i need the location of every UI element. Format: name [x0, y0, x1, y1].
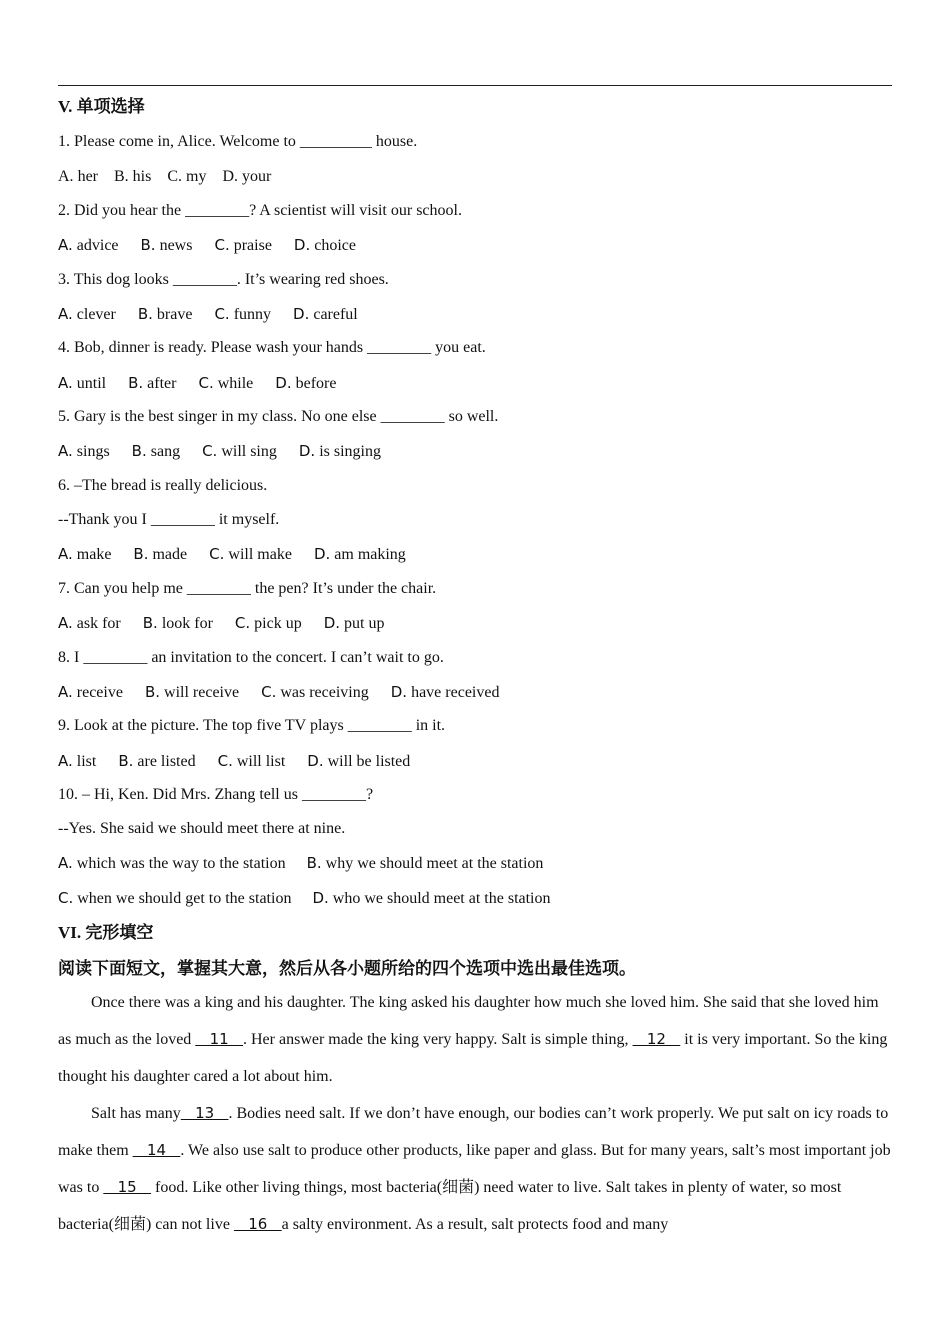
question-stem: 9. Look at the picture. The top five TV plays ________ in it.	[58, 717, 446, 734]
options-row	[58, 751, 410, 772]
option-text: will be listed	[323, 753, 411, 770]
option-text: before	[291, 375, 337, 392]
option-text: have received	[407, 684, 500, 701]
passage-text: food. Like other living things, most bacteria(细菌) need water to live. Salt takes in plenty of water, so most bacteria(细菌) can not live	[58, 1179, 842, 1233]
blank-number: 11	[195, 1030, 243, 1048]
section-5-title: V. 单项选择	[58, 97, 145, 116]
option-b	[132, 441, 180, 462]
option-b	[128, 373, 176, 394]
option-text: while	[213, 375, 254, 392]
blank-number: 13	[180, 1104, 229, 1122]
option-letter: C.	[209, 545, 225, 563]
option-d	[275, 373, 336, 394]
option-letter: A.	[58, 236, 73, 254]
options-row	[58, 235, 356, 256]
passage-text: Salt has many	[91, 1105, 181, 1122]
option-text: funny	[229, 306, 272, 323]
option-text: are listed	[133, 753, 196, 770]
option-text: pick up	[250, 615, 302, 632]
question-stem: 3. This dog looks ________. It’s wearing red shoes.	[58, 271, 389, 288]
question-stem: 7. Can you help me ________ the pen? It’s under the chair.	[58, 580, 437, 597]
blank-number: 12	[632, 1030, 681, 1048]
option-a	[58, 544, 111, 565]
options-row	[58, 544, 406, 565]
passage-paragraph	[58, 984, 892, 1095]
option-letter: D.	[293, 305, 310, 323]
option-letter: A.	[58, 374, 73, 392]
option-letter: B.	[133, 545, 149, 563]
option-c	[218, 751, 286, 772]
option-a	[58, 682, 123, 703]
option-letter: D.	[275, 374, 292, 392]
option-text: will list	[232, 753, 286, 770]
option-letter: C.	[167, 168, 183, 185]
option-b	[141, 235, 193, 256]
option-d	[299, 441, 381, 462]
passage-text: . Bodies need salt. If we don’t have enough, our bodies can’t work properly. We put salt on icy roads to make them	[58, 1105, 889, 1159]
option-letter: B.	[142, 614, 158, 632]
header-rule	[58, 85, 892, 86]
option-a	[58, 613, 121, 634]
section-6-title: VI. 完形填空	[58, 923, 154, 942]
option-text: which was the way to the station	[72, 855, 286, 872]
option-letter: C.	[58, 889, 74, 907]
option-letter: B.	[306, 854, 322, 872]
option-letter: C.	[198, 374, 214, 392]
option-text: put up	[340, 615, 385, 632]
question-stem: 5. Gary is the best singer in my class. No one else ________ so well.	[58, 408, 499, 425]
option-text: was receiving	[276, 684, 369, 701]
blank-number: 16	[233, 1215, 282, 1233]
option-b	[133, 544, 187, 565]
option-letter: C.	[261, 683, 277, 701]
option-text: look for	[157, 615, 213, 632]
option-letter: C.	[202, 442, 218, 460]
option-c	[235, 613, 302, 634]
option-d	[391, 682, 500, 703]
option-letter: A.	[58, 854, 73, 872]
passage-text: . We also use salt to produce other products, like paper and glass. But for many years, salt’s most important job was to	[58, 1142, 891, 1196]
option-text: brave	[152, 306, 193, 323]
option-text: clever	[72, 306, 116, 323]
option-letter: B.	[114, 168, 129, 185]
option-b	[114, 167, 151, 187]
option-text: his	[128, 168, 152, 185]
option-c	[198, 373, 253, 394]
question-stem: 2. Did you hear the ________? A scientist will visit our school.	[58, 202, 462, 219]
option-a	[58, 167, 98, 187]
option-a	[58, 373, 106, 394]
option-c	[214, 235, 271, 256]
options-row	[58, 441, 381, 462]
options-row	[58, 682, 499, 703]
option-a	[58, 751, 96, 772]
question-reply: --Thank you I ________ it myself.	[58, 511, 280, 528]
option-letter: D.	[312, 889, 329, 907]
options-row	[58, 373, 336, 394]
option-text: made	[148, 546, 188, 563]
option-text: her	[73, 168, 98, 185]
blank-number: 14	[132, 1141, 181, 1159]
option-letter: B.	[118, 752, 134, 770]
option-letter: C.	[234, 614, 251, 632]
option-b	[138, 304, 193, 325]
option-text: careful	[309, 306, 358, 323]
option-text: sings	[72, 443, 110, 460]
option-a	[58, 235, 119, 256]
option-text: make	[72, 546, 112, 563]
option-text: list	[72, 753, 97, 770]
cloze-passage	[58, 984, 892, 1243]
option-letter: A.	[58, 545, 73, 563]
question-stem: 8. I ________ an invitation to the concert. I can’t wait to go.	[58, 649, 444, 666]
option-text: will sing	[217, 443, 277, 460]
option-text: receive	[72, 684, 123, 701]
passage-paragraph	[58, 1095, 892, 1243]
passage-text: Once there was a king and his daughter. The king asked his daughter how much she loved him. She said that she loved him as much as the loved	[58, 994, 879, 1048]
option-letter: A.	[58, 683, 73, 701]
option-text: after	[143, 375, 177, 392]
option-d	[324, 613, 385, 634]
option-letter: A.	[58, 168, 74, 185]
option-letter: C.	[217, 752, 233, 770]
option-b	[307, 853, 544, 874]
option-letter: A.	[58, 442, 73, 460]
options-row	[58, 613, 385, 634]
passage-text: a salty environment. As a result, salt protects food and many	[281, 1216, 669, 1233]
option-letter: B.	[140, 236, 156, 254]
option-letter: D.	[390, 683, 408, 701]
option-c	[202, 441, 277, 462]
options-row	[58, 888, 551, 909]
option-letter: A.	[58, 752, 73, 770]
question-reply: --Yes. She said we should meet there at nine.	[58, 820, 346, 837]
option-text: news	[155, 237, 193, 254]
option-letter: D.	[293, 236, 311, 254]
option-letter: C.	[214, 236, 230, 254]
passage-text: it is very important. So the king thought his daughter cared a lot about him.	[58, 1031, 888, 1085]
option-d	[314, 544, 406, 565]
option-text: advice	[72, 237, 119, 254]
option-text: my	[182, 168, 207, 185]
option-text: praise	[229, 237, 272, 254]
option-c	[209, 544, 292, 565]
option-letter: B.	[128, 374, 144, 392]
options-row	[58, 304, 358, 325]
option-text: will receive	[160, 684, 240, 701]
options-row	[58, 853, 543, 874]
question-stem: 10. – Hi, Ken. Did Mrs. Zhang tell us ________?	[58, 786, 374, 803]
option-letter: B.	[137, 305, 153, 323]
option-letter: D.	[298, 442, 316, 460]
option-text: who we should meet at the station	[328, 890, 551, 907]
option-text: is singing	[315, 443, 381, 460]
option-letter: D.	[323, 614, 341, 632]
section-6-instruction: 阅读下面短文，掌握其大意，然后从各小题所给的四个选项中选出最佳选项。	[58, 959, 636, 978]
option-text: your	[238, 168, 272, 185]
option-b	[143, 613, 213, 634]
option-b	[145, 682, 239, 703]
blank-number: 15	[103, 1178, 152, 1196]
option-d	[293, 304, 358, 325]
option-c	[58, 888, 291, 909]
option-text: will make	[224, 546, 292, 563]
option-letter: B.	[144, 683, 161, 701]
option-letter: D.	[313, 545, 331, 563]
option-b	[118, 751, 195, 772]
option-d	[312, 888, 550, 909]
option-d	[307, 751, 410, 772]
option-text: why we should meet at the station	[321, 855, 544, 872]
option-letter: A.	[58, 305, 73, 323]
option-text: sang	[146, 443, 181, 460]
option-letter: A.	[58, 614, 73, 632]
option-letter: C.	[214, 305, 230, 323]
question-stem: 1. Please come in, Alice. Welcome to _________ house.	[58, 133, 418, 150]
question-stem: 4. Bob, dinner is ready. Please wash your hands ________ you eat.	[58, 339, 486, 356]
option-letter: D.	[222, 168, 239, 185]
option-letter: D.	[307, 752, 324, 770]
option-d	[294, 235, 356, 256]
option-text: until	[72, 375, 107, 392]
option-c	[167, 167, 206, 187]
option-d	[222, 167, 271, 187]
option-letter: B.	[131, 442, 147, 460]
option-c	[214, 304, 271, 325]
option-text: choice	[310, 237, 356, 254]
option-text: am making	[330, 546, 406, 563]
options-row	[58, 167, 271, 187]
option-text: when we should get to the station	[73, 890, 292, 907]
option-c	[261, 682, 369, 703]
option-a	[58, 853, 286, 874]
question-stem: 6. –The bread is really delicious.	[58, 477, 268, 494]
option-text: ask for	[72, 615, 121, 632]
option-a	[58, 304, 116, 325]
option-a	[58, 441, 110, 462]
passage-text: . Her answer made the king very happy. Salt is simple thing,	[243, 1031, 633, 1048]
